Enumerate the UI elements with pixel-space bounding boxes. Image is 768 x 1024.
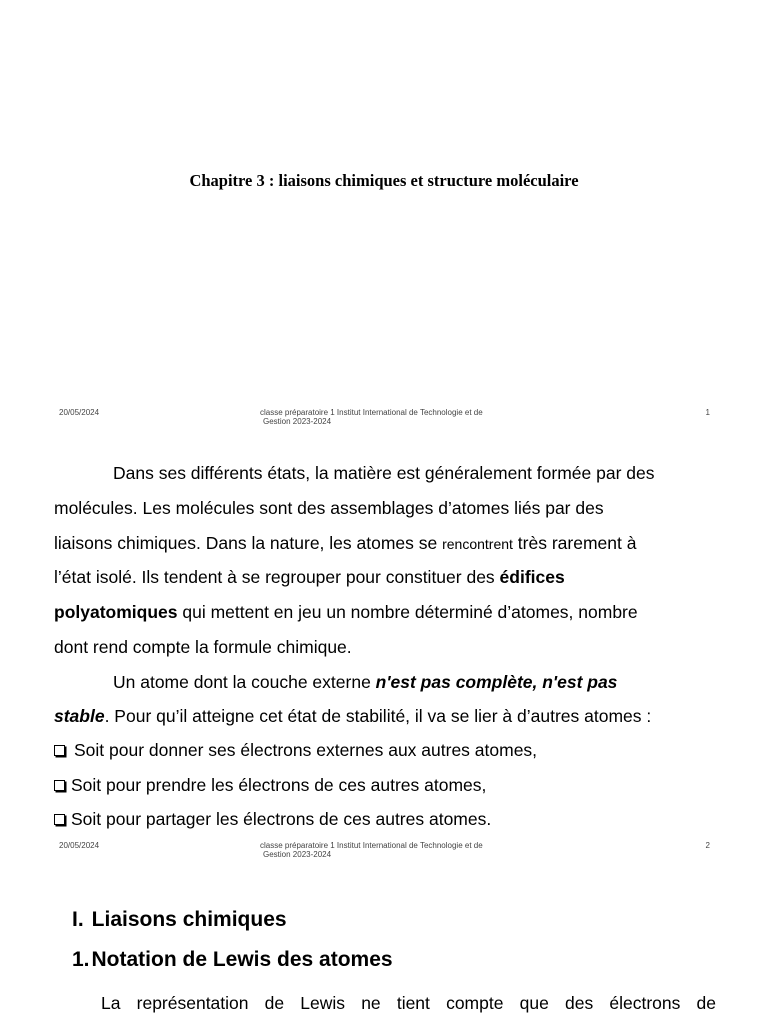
text: Un atome dont la couche externe — [113, 672, 376, 692]
subsection-heading — [72, 948, 393, 972]
text: qui mettent en jeu un nombre déterminé d’atomes, nombre — [177, 602, 638, 622]
bullet-item — [54, 775, 716, 796]
bold-text: polyatomiques — [54, 602, 178, 622]
bullet-text: Soit pour prendre les électrons de ces autres atomes, — [71, 775, 487, 795]
bullet-text: Soit pour partager les électrons de ces autres atomes. — [71, 809, 492, 829]
bold-italic-text: n'est pas complète, n'est pas — [375, 672, 618, 692]
text: Dans ses différents états, la matière est généralement formée par des — [113, 463, 655, 483]
footer-institution-line1: classe préparatoire 1 Institut International de Technologie et de — [260, 841, 483, 850]
footer-date: 20/05/2024 — [59, 841, 100, 850]
text: . Pour qu’il atteigne cet état de stabilité, il va se lier à d’autres atomes : — [104, 706, 652, 726]
chapter-title: Chapitre 3 : liaisons chimiques et structure moléculaire — [189, 171, 579, 190]
paragraph-line — [101, 993, 716, 1014]
footer-page-number: 1 — [705, 408, 710, 417]
heading-text: Liaisons chimiques — [91, 908, 287, 931]
text: dont rend compte la formule chimique. — [54, 637, 352, 657]
text: liaisons chimiques. Dans la nature, les atomes se — [54, 533, 443, 553]
text: très rarement à — [512, 533, 637, 553]
heading-number: I. — [72, 908, 84, 931]
bold-text: édifices — [499, 567, 565, 587]
checkbox-bullet-icon — [54, 814, 65, 825]
footer-institution — [260, 408, 520, 426]
paragraph-line — [54, 498, 716, 519]
heading-text: Notation de Lewis des atomes — [91, 948, 393, 971]
footer-page-number: 2 — [705, 841, 710, 850]
checkbox-bullet-icon — [54, 745, 65, 756]
text: La représentation de Lewis ne tient compte que des électrons de — [101, 993, 716, 1013]
bullet-text: Soit pour donner ses électrons externes aux autres atomes, — [74, 740, 538, 760]
section-heading — [72, 908, 287, 932]
footer-institution-line2: Gestion 2023-2024 — [263, 417, 332, 426]
paragraph-line — [54, 637, 716, 658]
text: molécules. Les molécules sont des assemblages d’atomes liés par des — [54, 498, 604, 518]
text: l’état isolé. Ils tendent à se regrouper pour constituer des — [54, 567, 500, 587]
checkbox-bullet-icon — [54, 780, 65, 791]
footer-institution — [260, 841, 520, 859]
paragraph-line — [54, 533, 716, 554]
text-small: rencontrent — [442, 536, 513, 552]
paragraph-line — [113, 463, 716, 484]
paragraph-line — [54, 706, 716, 727]
paragraph-line — [54, 567, 716, 588]
footer-date: 20/05/2024 — [59, 408, 100, 417]
footer-institution-line2: Gestion 2023-2024 — [263, 850, 332, 859]
paragraph-line — [113, 672, 716, 693]
heading-number: 1. — [72, 948, 90, 971]
paragraph-line — [54, 602, 716, 623]
bullet-item — [54, 740, 716, 761]
footer-institution-line1: classe préparatoire 1 Institut International de Technologie et de — [260, 408, 483, 417]
bold-italic-text: stable — [54, 706, 105, 726]
bullet-item — [54, 809, 716, 830]
